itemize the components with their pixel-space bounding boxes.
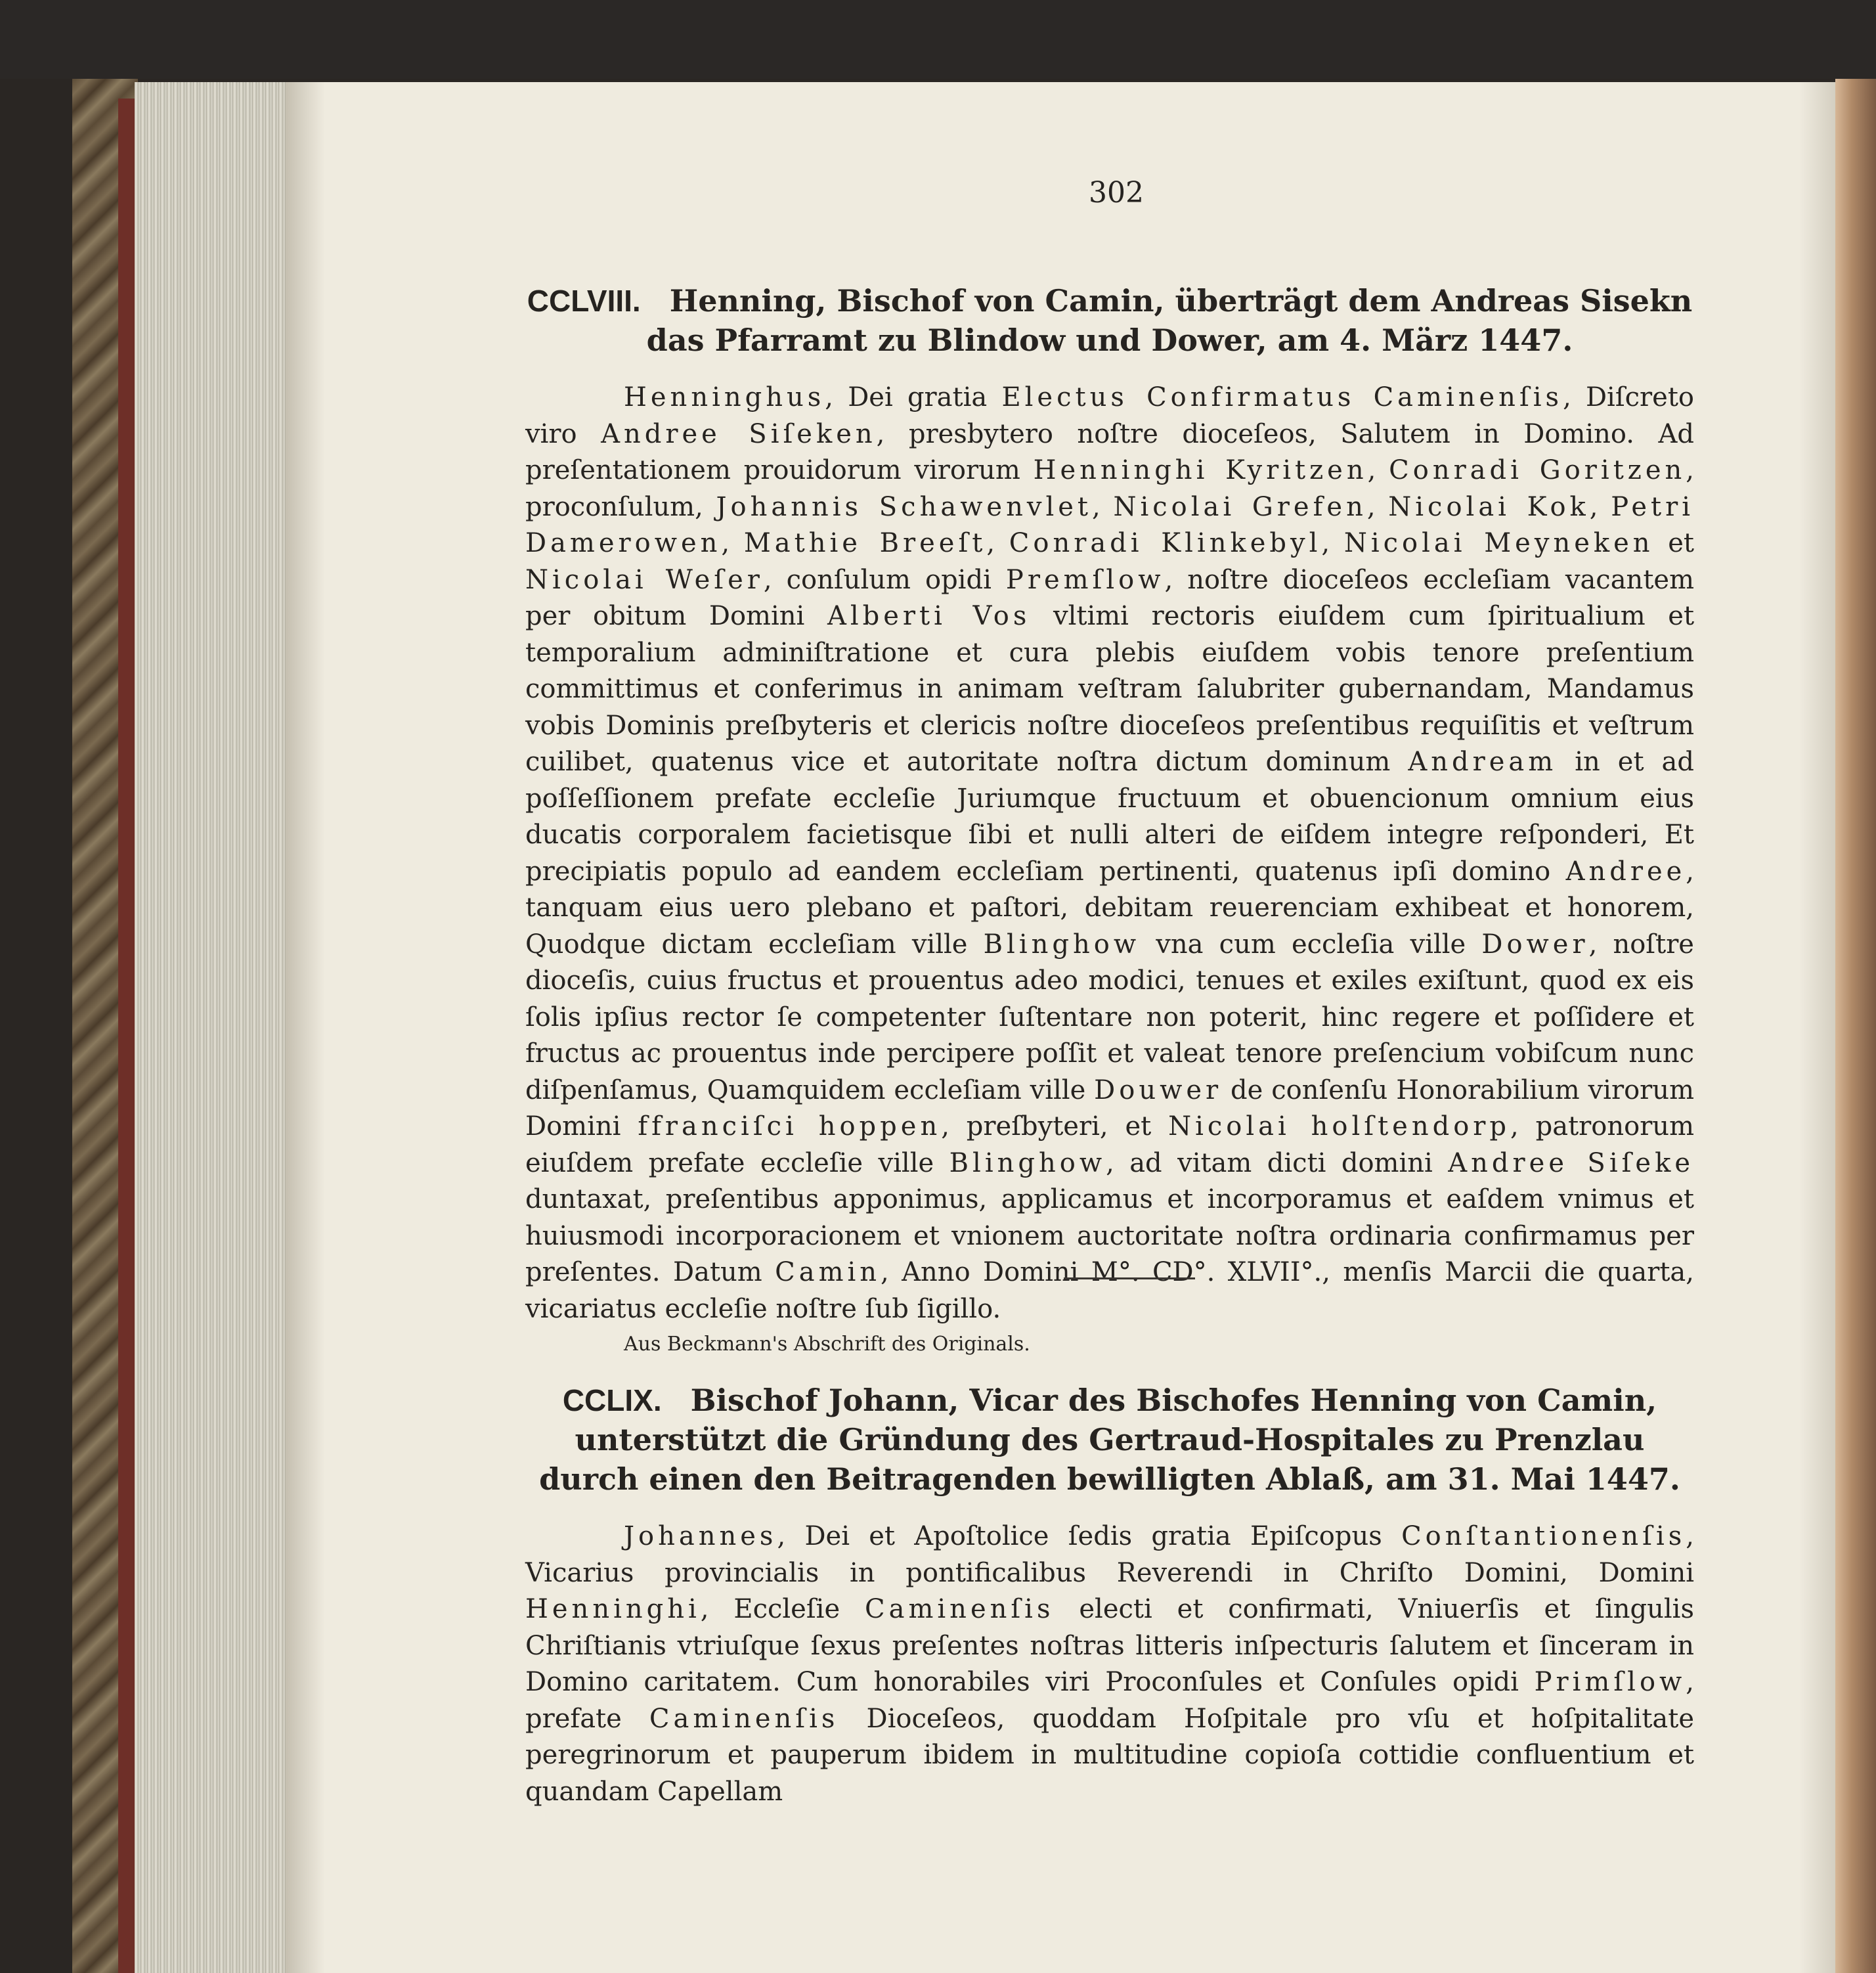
spaced-name: Petri Damerowen (525, 491, 1694, 558)
body-text-run: vna cum eccleſia ville (1140, 929, 1482, 960)
spaced-name: Nicolai Grefen (1113, 491, 1367, 522)
document-title: Henning, Bischof von Camin, überträgt dem Andreas Sisekn das Pfarramt zu Blindow und Dower, am 4. März 1447. (646, 283, 1693, 358)
body-text-run: Dioceſeos, quoddam Hoſpitale pro vſu et hoſpitalitate peregrinorum et pauperum ibidem in multitudine copioſa cottidie confluentium et quandam Capellam (525, 1703, 1694, 1807)
body-text-run: , Anno Domini M°. CD°. XLVII°., menſis Marcii die quarta, vicariatus eccleſie noſtre ſub ſigillo. (525, 1257, 1694, 1324)
body-text-run: , Vicarius provincialis in pontificalibus Reverendi in Chriſto Domini, Domini (525, 1521, 1694, 1588)
body-text-run: , Dei et Apoſtolice ſedis gratia Epiſcopus (777, 1521, 1402, 1551)
spaced-name: ffranciſci hoppen (638, 1111, 942, 1142)
body-text-run: , proconſulum, (525, 455, 1694, 522)
body-text-run: , Eccleſie (700, 1594, 865, 1624)
spaced-name: Andree (1565, 856, 1686, 887)
spaced-name: Nicolai holſtendorp (1168, 1111, 1511, 1142)
body-text-run: , Dei gratia (825, 382, 1002, 412)
body-text-run: , (986, 528, 1009, 558)
body-text-run: , presbytero noſtre dioceſeos, Salutem in Domino. Ad preſentationem prouidorum virorum (525, 418, 1695, 485)
document-number: CCLVIII. (527, 284, 641, 318)
spaced-name: Conradi Goritzen (1389, 455, 1686, 485)
spaced-name: Caminenſis (649, 1703, 839, 1734)
body-text-run: , (1092, 491, 1114, 522)
gutter-shadow (286, 82, 325, 1973)
spaced-name: Henninghus (624, 382, 825, 412)
spaced-name: Conradi Klinkebyl (1009, 528, 1322, 558)
body-text-run: , (1366, 491, 1389, 522)
spaced-name: Alberti Vos (827, 601, 1031, 631)
body-text-run: et (1653, 528, 1694, 558)
body-text-run: electi et confirmati, Vniuerſis et ſingulis Chriſtianis vtriuſque ſexus preſentes noſtras litteris inſpecturis ſalutem et ſinceram in Domino caritatem. Cum honorabiles viri Proconſules et Conſules opidi (525, 1594, 1694, 1697)
body-text-run: , preſbyteri, et (941, 1111, 1169, 1142)
body-text-run: , (721, 528, 744, 558)
document-heading (525, 281, 1694, 360)
spaced-name: Blinghow (949, 1147, 1106, 1178)
document-cclviii (525, 281, 1694, 1358)
spaced-name: Andream (1408, 747, 1558, 777)
spaced-name: Caminenſis (865, 1594, 1055, 1624)
source-note: Aus Beckmann's Abschrift des Originals. (624, 1333, 1030, 1356)
body-text-run: , ad vitam dicti domini (1106, 1147, 1449, 1178)
page-edge-shadow (1799, 82, 1839, 1973)
body-text-run: , (1367, 455, 1389, 485)
body-text-run: duntaxat, preſentibus apponimus, applicamus et incorporamus et eaſdem vnimus et huiusmodi incorporacionem et vnionem auctoritate noſtra ordinaria confirmamus per preſentes. Datum (525, 1184, 1694, 1287)
body-text-run: , noſtre dioceſeos eccleſiam vacantem per obitum Domini (525, 564, 1694, 631)
body-text-run: vltimi rectoris eiuſdem cum ſpiritualium et temporalium adminiſtratione et cura plebis eiuſdem vobis tenore preſentium committimus et conferimus in animam veſtram ſalubriter gubernandam, Mandamus vobis Dominis preſbyteris et clericis noſtre dioceſeos preſentibus requiſitis et veſtrum cuilibet, quatenus vice et autoritate noſtra dictum dominum (525, 601, 1695, 777)
body-text-run: , tanquam eius uero plebano et paſtori, debitam reuerenciam exhibeat et honorem, Quodque dictam eccleſiam ville (525, 856, 1694, 960)
spaced-name: Andree Siſeken (601, 418, 877, 449)
document-body (525, 1519, 1694, 1810)
page-number: 302 (1089, 176, 1144, 210)
body-text-run: , (1589, 491, 1611, 522)
body-text-run: , patronorum eiuſdem prefate eccleſie ville (525, 1111, 1695, 1178)
spaced-name: Andree Siſeke (1448, 1147, 1694, 1178)
book-cover-right (1835, 79, 1876, 1973)
spaced-name: Primſlow (1534, 1667, 1686, 1697)
document-body (525, 380, 1694, 1327)
section-separator (1064, 1277, 1195, 1279)
body-text-run: , Diſcreto viro (525, 382, 1695, 449)
document-cclix (525, 1381, 1694, 1810)
page-edges (135, 82, 286, 1973)
spaced-name: Conſtantionenſis (1401, 1521, 1686, 1551)
spaced-name: Nicolai Weſer (525, 564, 764, 595)
spaced-name: Camin (775, 1257, 881, 1287)
scan-background (0, 0, 1876, 79)
body-text-run: , noſtre dioceſis, cuius fructus et prouentus adeo modici, tenues et exiles exiſtunt, quod ex eis ſolis ipſius rector ſe competenter ſuſtentare non poterit, hinc regere et poſſidere et fructus ac prouentus inde percipere poſſit et valeat tenore preſencium vobiſcum nunc diſpenſamus, Quamquidem eccleſiam ville (525, 929, 1694, 1105)
spaced-name: Johannes (624, 1521, 777, 1551)
spaced-name: Johannis Schawenvlet (716, 491, 1093, 522)
document-title: Bischof Johann, Vicar des Bischofes Henning von Camin, unterstützt die Gründung des Gertraud-Hospitales zu Prenzlau durch einen den Beitragenden bewilligten Ablaß, am 31. Mai 1447. (539, 1383, 1680, 1497)
body-text-run: , (1321, 528, 1344, 558)
spaced-name: Electus Confirmatus Caminenſis (1001, 382, 1563, 412)
body-text-run: , conſulum opidi (763, 564, 1006, 595)
spaced-name: Blinghow (983, 929, 1141, 960)
body-text-run: , prefate (525, 1667, 1694, 1734)
spaced-name: Premſlow (1005, 564, 1165, 595)
body-text-run: in et ad poſſeſſionem prefate eccleſie Juriumque fructuum et obuencionum omnium eius ducatis corporalem facietisque ſibi et nulli alteri de eiſdem integre reſponderi, Et precipiatis populo ad eandem eccleſiam pertinenti, quatenus ipſi domino (525, 747, 1694, 887)
spaced-name: Douwer (1094, 1075, 1223, 1105)
spaced-name: Mathie Breeſt (743, 528, 987, 558)
spaced-name: Nicolai Kok (1388, 491, 1590, 522)
document-number: CCLIX. (562, 1383, 662, 1417)
body-text-run: de conſenſu Honorabilium virorum Domini (525, 1075, 1694, 1142)
spaced-name: Henninghi (525, 1594, 701, 1624)
spaced-name: Henninghi Kyritzen (1033, 455, 1368, 485)
document-heading (525, 1381, 1694, 1499)
spaced-name: Dower (1481, 929, 1589, 960)
spaced-name: Nicolai Meyneken (1343, 528, 1654, 558)
